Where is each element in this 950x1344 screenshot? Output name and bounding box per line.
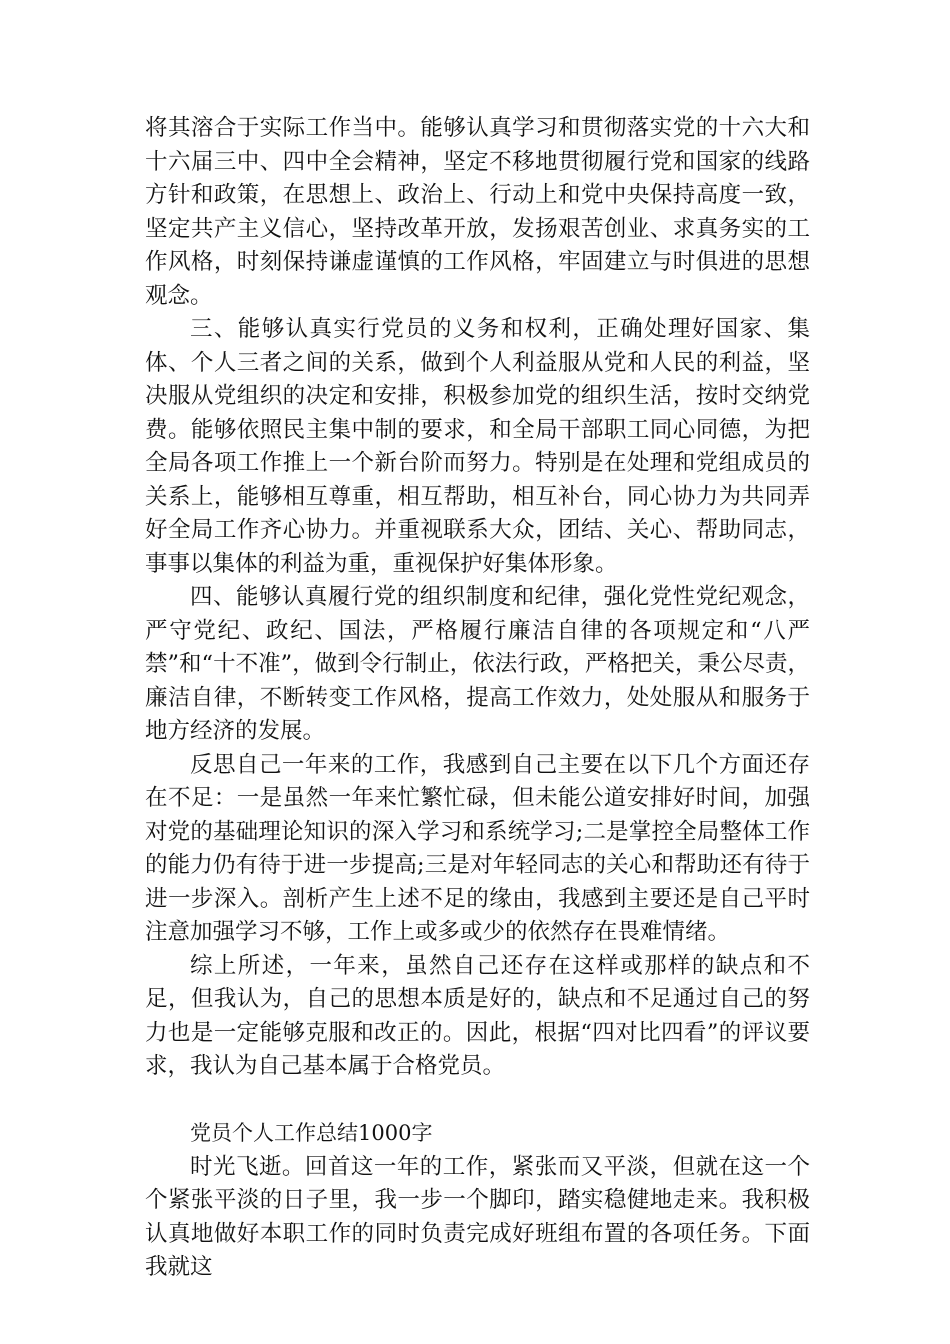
section-title: 党员个人工作总结1000字: [190, 1121, 433, 1145]
paragraph-shortcomings: 反思自己一年来的工作，我感到自己主要在以下几个方面还存在不足：一是虽然一年来忙繁忙碌，但未能公道安排好时间，加强对党的基础理论知识的深入学习和系统学习;二是掌控全局整体工作的能力仍有待于进一步提高;三是对年轻同志的关心和帮助还有待于进一步深入。剖析产生上述不足的缘由，我感到主要还是自己平时注意加强学习不够，工作上或多或少的依然存在畏难情绪。: [145, 751, 810, 945]
paragraph-obligations: 三、能够认真实行党员的义务和权利，正确处理好国家、集体、个人三者之间的关系，做到个人利益服从党和人民的利益，坚决服从党组织的决定和安排，积极参加党的组织生活，按时交纳党费。能够依照民主集中制的要求，和全局干部职工同心同德，为把全局各项工作推上一个新台阶而努力。特别是在处理和党组成员的关系上，能够相互尊重，相互帮助，相互补台，同心协力为共同弄好全局工作齐心协力。并重视联系大众，团结、关心、帮助同志，事事以集体的利益为重，重视保护好集体形象。: [145, 316, 810, 577]
paragraph-continuation: 将其溶合于实际工作当中。能够认真学习和贯彻落实党的十六大和十六届三中、四中全会精神，坚定不移地贯彻履行党和国家的线路方针和政策，在思想上、政治上、行动上和党中央保持高度一致，坚定共产主义信心，坚持改革开放，发扬艰苦创业、求真务实的工作风格，时刻保持谦虚谨慎的工作风格，牢固建立与时俱进的思想观念。: [145, 115, 810, 309]
paragraph-section-intro: 时光飞逝。回首这一年的工作，紧张而又平淡，但就在这一个个紧张平淡的日子里，我一步一个脚印，踏实稳健地走来。我积极认真地做好本职工作的同时负责完成好班组布置的各项任务。下面我就这: [145, 1153, 810, 1280]
paragraph-discipline: 四、能够认真履行党的组织制度和纪律，强化党性党纪观念，严守党纪、政纪、国法，严格履行廉洁自律的各项规定和“八严禁”和“十不准”，做到令行制止，依法行政，严格把关，秉公尽责，廉洁自律，不断转变工作风格，提高工作效力，处处服从和服务于地方经济的发展。: [145, 584, 810, 744]
document-body: [145, 112, 810, 1285]
paragraph-conclusion: 综上所述，一年来，虽然自己还存在这样或那样的缺点和不足，但我认为，自己的思想本质是好的，缺点和不足通过自己的努力也是一定能够克服和改正的。因此，根据“四对比四看”的评议要求，我认为自己基本属于合格党员。: [145, 952, 810, 1079]
